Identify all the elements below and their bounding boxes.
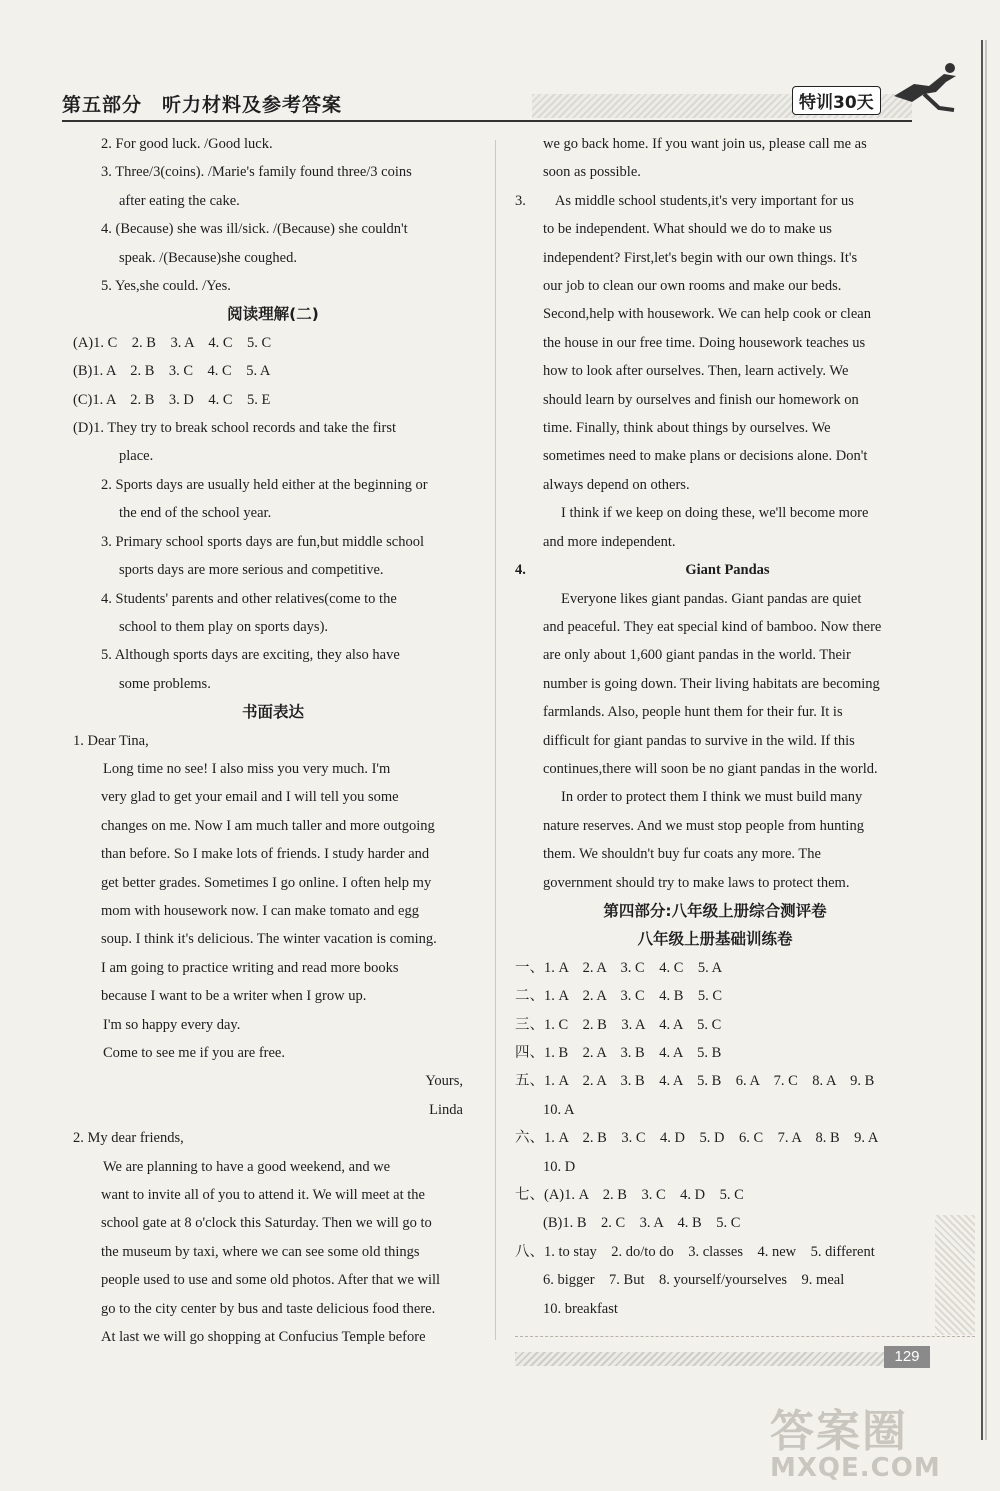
text-line: should learn by ourselves and finish our homework on	[543, 391, 859, 408]
section-heading: 阅读理解(二)	[227, 305, 319, 324]
footer-hatch	[935, 1215, 975, 1335]
text-line: speak. /(Because)she coughed.	[119, 249, 297, 266]
text-line: 一、1. A 2. A 3. C 4. C 5. A	[515, 959, 723, 976]
text-line: 2. My dear friends,	[73, 1130, 184, 1147]
text-line: very glad to get your email and I will tell you some	[101, 789, 399, 806]
text-line: get better grades. Sometimes I go online. I often help my	[101, 874, 432, 891]
text-line: 八、1. to stay 2. do/to do 3. classes 4. new 5. different	[515, 1243, 875, 1260]
text-line: (C)1. A 2. B 3. D 4. C 5. E	[73, 391, 271, 408]
text-line: 四、1. B 2. A 3. B 4. A 5. B	[515, 1045, 722, 1061]
text-line: 六、1. A 2. B 3. C 4. D 5. D 6. C 7. A 8. B 9. A	[515, 1130, 879, 1147]
section-heading: 第四部分:八年级上册综合测评卷	[603, 901, 827, 920]
header-badge: 特训30天	[792, 86, 881, 115]
text-line: farmlands. Also, people hunt them for their fur. It is	[543, 704, 843, 721]
text-line: We are planning to have a good weekend, and we	[103, 1158, 391, 1175]
text-line: place.	[119, 448, 154, 465]
text-line: government should try to make laws to protect them.	[543, 874, 850, 891]
page-header	[62, 82, 912, 122]
right-column	[515, 130, 915, 1323]
text-line: 2. Sports days are usually held either at the beginning or	[101, 476, 428, 493]
text-line: them. We shouldn't buy fur coats any more. The	[543, 846, 821, 863]
text-line: 4. (Because) she was ill/sick. /(Because) she couldn't	[101, 221, 408, 238]
section-heading: 八年级上册基础训练卷	[637, 930, 793, 949]
text-line: Linda	[429, 1101, 463, 1118]
text-line: sometimes need to make plans or decisions alone. Don't	[543, 448, 868, 465]
runner-icon	[884, 56, 964, 116]
text-line: I'm so happy every day.	[103, 1016, 241, 1033]
text-line: In order to protect them I think we must build many	[561, 789, 863, 806]
text-line: (D)1. They try to break school records and take the first	[73, 420, 397, 437]
text-line: 5. Yes,she could. /Yes.	[101, 278, 231, 295]
text-line: 三、1. C 2. B 3. A 4. A 5. C	[515, 1016, 722, 1033]
text-line: and more independent.	[543, 533, 676, 550]
text-line: Everyone likes giant pandas. Giant pandas are quiet	[561, 590, 862, 607]
text-line: 3. As middle school students,it's very important for us	[515, 192, 854, 209]
text-line: 5. Although sports days are exciting, they also have	[101, 647, 400, 664]
text-line: number is going down. Their living habitats are becoming	[543, 675, 880, 692]
text-line: 10. D	[543, 1158, 576, 1175]
text-line: want to invite all of you to attend it. We will meet at the	[101, 1187, 425, 1204]
text-line: 七、(A)1. A 2. B 3. C 4. D 5. C	[515, 1187, 744, 1204]
text-line: 4. Students' parents and other relatives(come to the	[101, 590, 397, 607]
text-line: (A)1. C 2. B 3. A 4. C 5. C	[73, 334, 272, 351]
footer-band	[515, 1352, 885, 1366]
text-line: (B)1. A 2. B 3. C 4. C 5. A	[73, 363, 271, 380]
text-line: Long time no see! I also miss you very much. I'm	[103, 760, 391, 777]
text-line: At last we will go shopping at Confucius Temple before	[101, 1329, 426, 1346]
watermark-title: 答案圈	[770, 1406, 908, 1457]
text-line: changes on me. Now I am much taller and more outgoing	[101, 817, 435, 834]
text-line: because I want to be a writer when I grow up.	[101, 988, 367, 1005]
text-line: people used to use and some old photos. After that we will	[101, 1272, 441, 1289]
text-line: after eating the cake.	[119, 192, 240, 209]
text-line: 6. bigger 7. But 8. yourself/yourselves 9. meal	[543, 1272, 845, 1289]
text-line: 4. Giant Pandas	[515, 562, 770, 579]
text-line: 10. breakfast	[543, 1300, 618, 1317]
watermark-logo	[770, 1395, 990, 1485]
header-rule	[62, 120, 912, 122]
text-line: we go back home. If you want join us, please call me as	[543, 136, 867, 152]
text-line: some problems.	[119, 675, 211, 692]
text-line: how to look after ourselves. Then, learn actively. We	[543, 363, 849, 380]
text-line: I think if we keep on doing these, we'll become more	[561, 505, 869, 522]
text-line: 2. For good luck. /Good luck.	[101, 136, 273, 152]
text-line: Come to see me if you are free.	[103, 1045, 285, 1061]
text-line: school to them play on sports days).	[119, 618, 329, 635]
text-line: 1. Dear Tina,	[73, 732, 149, 749]
column-divider	[495, 140, 496, 1340]
watermark-url: MXQE.COM	[770, 1453, 941, 1483]
text-line: the end of the school year.	[119, 505, 272, 522]
text-line: sports days are more serious and competitive.	[119, 562, 384, 579]
text-line: soon as possible.	[543, 164, 641, 181]
page-number: 129	[884, 1346, 930, 1368]
text-line: time. Finally, think about things by ourselves. We	[543, 420, 831, 437]
text-line: always depend on others.	[543, 476, 690, 493]
text-line: 3. Three/3(coins). /Marie's family found three/3 coins	[101, 164, 412, 181]
footer-rule	[515, 1336, 975, 1337]
left-column	[73, 130, 473, 1351]
text-line: 二、1. A 2. A 3. C 4. B 5. C	[515, 988, 723, 1005]
text-line: difficult for giant pandas to survive in the wild. If this	[543, 732, 855, 749]
text-line: (B)1. B 2. C 3. A 4. B 5. C	[543, 1215, 741, 1232]
text-line: I am going to practice writing and read more books	[101, 959, 399, 976]
text-line: nature reserves. And we must stop people from hunting	[543, 817, 864, 834]
text-line: soup. I think it's delicious. The winter vacation is coming.	[101, 931, 437, 948]
text-line: to be independent. What should we do to make us	[543, 221, 832, 238]
text-line: school gate at 8 o'clock this Saturday. Then we will go to	[101, 1215, 432, 1232]
text-line: and peaceful. They eat special kind of bamboo. Now there	[543, 618, 882, 635]
header-title: 第五部分 听力材料及参考答案	[62, 94, 343, 116]
text-line: mom with housework now. I can make tomato and egg	[101, 902, 419, 919]
text-line: Second,help with housework. We can help cook or clean	[543, 306, 871, 323]
text-line: go to the city center by bus and taste delicious food there.	[101, 1300, 436, 1317]
text-line: 10. A	[543, 1101, 575, 1118]
page-edge-lines	[980, 40, 988, 1440]
text-line: are only about 1,600 giant pandas in the world. Their	[543, 647, 851, 664]
text-line: independent? First,let's begin with our own things. It's	[543, 249, 858, 266]
text-line: the house in our free time. Doing housework teaches us	[543, 334, 866, 351]
text-line: 五、1. A 2. A 3. B 4. A 5. B 6. A 7. C 8. A 9. B	[515, 1073, 875, 1090]
text-line: our job to clean our own rooms and make our beds.	[543, 278, 842, 295]
section-heading: 书面表达	[241, 703, 304, 722]
text-line: 3. Primary school sports days are fun,but middle school	[101, 533, 424, 550]
text-line: the museum by taxi, where we can see some old things	[101, 1243, 420, 1260]
text-line: than before. So I make lots of friends. I study harder and	[101, 846, 430, 863]
text-line: continues,there will soon be no giant pandas in the world.	[543, 760, 878, 777]
text-line: Yours,	[425, 1073, 463, 1090]
